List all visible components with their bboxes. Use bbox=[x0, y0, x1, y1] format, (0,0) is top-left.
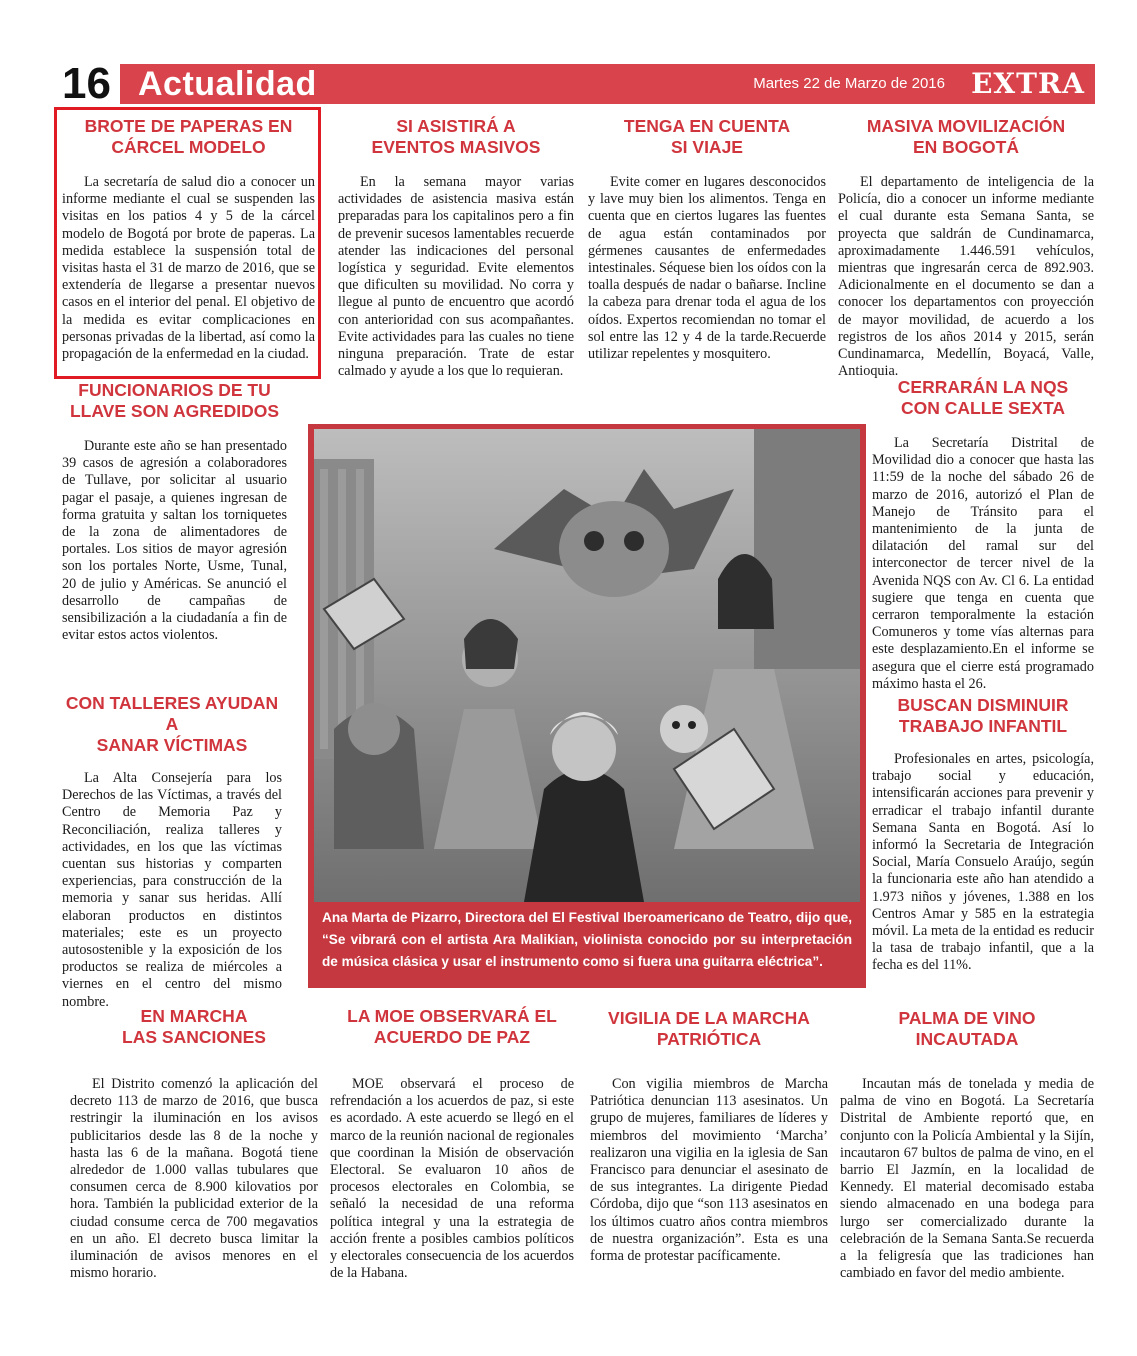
article-headline: LA MOE OBSERVARÁ EL ACUERDO DE PAZ bbox=[347, 1006, 557, 1047]
article-body: En la semana mayor varias actividades de asistencia masiva están preparadas para los capitalinos pero a fin de prevenir sucesos lamentables recuerde atender las indicaciones del personal logística y seguridad. Evite elementos que dificulten su movilidad. No corra y llegue al punto de encuentro que acordó con anterioridad con sus acompañantes. Evite actividades para las cuales no tiene ninguna preparación. Trate de estar calmado y ayude a los que lo requieran. bbox=[338, 174, 574, 380]
article-headline: MASIVA MOVILIZACIÓN EN BOGOTÁ bbox=[866, 116, 1066, 157]
article-palma-vino bbox=[840, 1008, 1094, 1282]
photo-frame bbox=[308, 424, 866, 988]
article-body: Con vigilia miembros de Marcha Patriótica denuncian 113 asesinatos. Un grupo de mujeres, familiares de líderes y miembros del movimiento ‘Marcha’ realizaron una vigilia en la iglesia de San Francisco para denunciar el asesinato de de sus integrantes. La dirigente Piedad Córdoba, dijo que “son 113 asesinatos en los últimos cuatro años contra miembros de nuestra organización”. Esta es una forma de protestar pacíficamente. bbox=[590, 1076, 828, 1265]
article-headline: EN MARCHA LAS SANCIONES bbox=[122, 1006, 266, 1047]
article-body: Incautan más de tonelada y media de palma de vino en Bogotá. La Secretaría Distrital de Ambiente reportó que, en conjunto con la Policía Ambiental y la Sijín, incautaron 67 bultos de palma de vino, en el barrio El Jazmín, en la localidad de Kennedy. El material decomisado estaba siendo almacenado en una bodega para lurgo ser comercializado durante la celebración de la Semana Santa.Se recuerda a la feligresía que las tradiciones han cambiado en favor del medio ambiente. bbox=[840, 1076, 1094, 1282]
article-body: Profesionales en artes, psicología, trabajo social y educación, intensificarán acciones para prevenir y erradicar el trabajo infantil durante Semana Santa en Bogotá. Así lo informó la Secretaria de Integración Social, María Consuelo Araújo, según la funcionaria este año han atendido a 1.973 niños y jóvenes, 1.388 en los Centros Amar y 585 en la estrategia móvil. La meta de la entidad es reducir la tasa de trabajo infantil, que a la fecha es del 11%. bbox=[872, 751, 1094, 974]
section-header-bar bbox=[120, 64, 1095, 104]
article-funcionarios-tullave bbox=[62, 380, 287, 644]
article-headline: CON TALLERES AYUDAN A SANAR VÍCTIMAS bbox=[65, 693, 279, 755]
article-body: El Distrito comenzó la aplicación del decreto 113 de marzo de 2016, que busca restringir la iluminación en los avisos publicitarios desde las 8 de la noche y hasta las 6 de la mañana. Bogotá tiene alrededor de 1.000 vallas tubulares que consumen cerca de 8.900 kilovatios por hora. También la publicidad exterior de la ciudad consume cerca de 700 megavatios en un año. El decreto busca limitar la iluminación de avisos menores en el mismo horario. bbox=[70, 1076, 318, 1282]
page-number: 16 bbox=[62, 59, 111, 108]
article-headline: SI ASISTIRÁ A EVENTOS MASIVOS bbox=[371, 116, 541, 157]
publication-date: Martes 22 de Marzo de 2016 bbox=[753, 75, 945, 92]
article-body: El departamento de inteligencia de la Policía, dio a conocer un informe mediante el cual durante esta Semana Santa, se proyecta que saldrán de Cundinamarca, aproximadamente 1.446.591 vehículos, mientras que ingresarán cerca de 892.903. Adicionalmente en el documento se dan a conocer los departamentos con proyección de mayor movilidad, de acuerdo a los registros de los años 2014 y 2015, serán Cundinamarca, Medellín, Boyacá, Valle, Antioquia. bbox=[838, 174, 1094, 380]
article-trabajo-infantil bbox=[872, 695, 1094, 975]
article-talleres-victimas bbox=[62, 693, 282, 1011]
article-body: MOE observará el proceso de refrendación a los acuerdos de paz, si este es acordado. A este acuerdo se llegó en el marco de la reunión nacional de regionales que coordinan la Misión de observación Electoral. Se evaluaron 10 años de procesos electorales en Colombia, se señaló la necesidad de una reforma política integral y una la estrategia de acción frente a posibles cambios políticos y electorales consecuencia de los acuerdos de la Habana. bbox=[330, 1076, 574, 1282]
article-headline: TENGA EN CUENTA SI VIAJE bbox=[623, 116, 791, 157]
section-title: Actualidad bbox=[138, 65, 317, 103]
photo-caption: Ana Marta de Pizarro, Directora del El Festival Iberoamericano de Teatro, dijo que, “Se vibrará con el artista Ara Malikian, violinista conocido por su interpretación de música clásica y usar el instrumento como si fuera una guitarra eléctrica”. bbox=[322, 910, 852, 969]
festival-photo bbox=[314, 429, 860, 902]
article-headline: BROTE DE PAPERAS EN CÁRCEL MODELO bbox=[84, 116, 293, 157]
article-headline: BUSCAN DISMINUIR TRABAJO INFANTIL bbox=[897, 695, 1069, 736]
article-tenga-en-cuenta bbox=[588, 116, 826, 363]
article-body: La secretaría de salud dio a conocer un informe mediante el cual se suspenden las visitas en los patios 4 y 5 de la cárcel modelo de Bogotá por brote de paperas. La medida establece la suspensión total de visitas hasta el 31 de marzo de 2016, que se extendería de llegarse a presentar nuevos casos en el interior del penal. El objetivo de la medida es evitar complicaciones en personas privadas de la libertad, así como la propagación de la enfermedad en la ciudad. bbox=[62, 174, 315, 363]
article-headline: VIGILIA DE LA MARCHA PATRIÓTICA bbox=[608, 1008, 810, 1049]
article-body: La Secretaría Distrital de Movilidad dio a conocer que hasta las 11:59 de la noche del sábado 26 de marzo de 2016, autorizó el Plan de Manejo de Tránsito para el mantenimiento de la junta de dilatación del ramal sur del interconector de tercer nivel de la Avenida NQS con Av. Cl 6. La entidad sugiere que tenga en cuenta que cerraron temporalmente la estación Comuneros y tome vías alternas para este desplazamiento.En el informe se asegura que el cierre está programado máximo hasta el 26. bbox=[872, 435, 1094, 692]
article-movilizacion bbox=[838, 116, 1094, 380]
article-vigilia-marcha bbox=[590, 1008, 828, 1265]
article-headline: PALMA DE VINO INCAUTADA bbox=[898, 1008, 1036, 1049]
article-body: Durante este año se han presentado 39 casos de agresión a colaboradores de Tullave, por solicitar al usuario pagar el pasaje, a quienes ingresan de forma gratuita y saltan los torniquetes de la zona de alimentadores de portales. Los sitios de mayor agresión son los portales Norte, Usme, Tunal, 20 de julio y Américas. Se anunció el desarrollo de campañas de sensibilización a la ciudadanía a fin de evitar estos actos violentos. bbox=[62, 438, 287, 644]
article-body: La Alta Consejería para los Derechos de las Víctimas, a través del Centro de Memoria Paz y Reconciliación, realiza talleres y actividades, en los que las víctimas cuentan sus historias y comparten experiencias, para construcción de la memoria y sanar sus heridas. Allí elaboran productos en distintos materiales; este es un proyecto autosostenible y la exposición de los productos se realiza de miércoles a viernes en el centro del mismo nombre. bbox=[62, 770, 282, 1010]
article-moe-acuerdo-paz bbox=[330, 1006, 574, 1282]
article-headline: FUNCIONARIOS DE TU LLAVE SON AGREDIDOS bbox=[69, 380, 280, 421]
article-eventos-masivos bbox=[338, 116, 574, 380]
article-body: Evite comer en lugares desconocidos y lave muy bien los alimentos. Tenga en cuenta que en ciertos lugares las fuentes de agua están contaminados por gérmenes causantes de enfermedades intestinales. Séquese bien los oídos con la toalla después de nadar o bañarse. Incline la cabeza para drenar toda el agua de los oídos. Expertos recomiendan no tomar el sol entre las 12 y 4 de la tarde.Recuerde utilizar repelentes y mosquitero. bbox=[588, 174, 826, 363]
highlight-box bbox=[54, 107, 321, 379]
article-headline: CERRARÁN LA NQS CON CALLE SEXTA bbox=[897, 377, 1069, 418]
article-cierre-nqs bbox=[872, 377, 1094, 693]
article-sanciones bbox=[70, 1006, 318, 1282]
brand-logo: EXTRA bbox=[971, 67, 1085, 100]
